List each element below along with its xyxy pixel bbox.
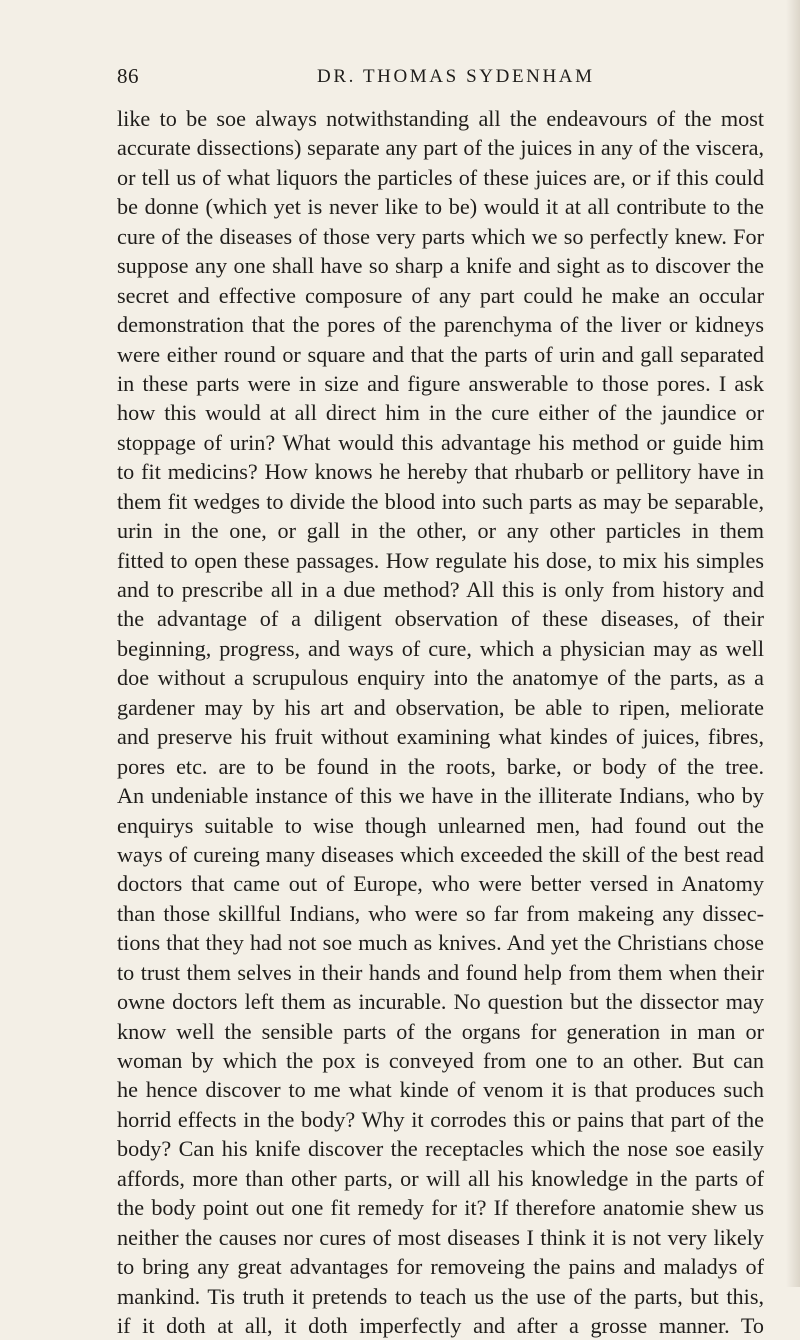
text-line: urin in the one, or gall in the other, or any other particles in them xyxy=(117,518,764,544)
text-line: ways of cureing many diseases which exceeded the skill of the best read xyxy=(117,841,764,867)
text-line: secret and effective composure of any part could he make an occular xyxy=(117,282,764,308)
text-line: accurate dissections) separate any part of the juices in any of the viscera, xyxy=(117,135,764,161)
text-line: be donne (which yet is never like to be) would it at all contribute to the xyxy=(117,194,764,220)
text-line: cure of the diseases of those very parts which we so perfectly knew. For xyxy=(117,223,764,249)
text-line: demonstration that the pores of the parenchyma of the liver or kidneys xyxy=(117,312,764,338)
running-head xyxy=(117,64,757,94)
text-line: than those skillful Indians, who were so far from makeing any dissec- xyxy=(117,900,764,926)
text-line: An undeniable instance of this we have in the illiterate Indians, who by xyxy=(117,783,764,809)
text-line: or tell us of what liquors the particles of these juices are, or if this could xyxy=(117,164,764,190)
running-title: DR. THOMAS SYDENHAM xyxy=(317,66,595,87)
text-line: the advantage of a diligent observation of these diseases, of their xyxy=(117,606,764,632)
text-line: affords, more than other parts, or will all his knowledge in the parts of xyxy=(117,1165,764,1191)
text-line: tions that they had not soe much as knives. And yet the Christians chose xyxy=(117,930,764,956)
text-line: owne doctors left them as incurable. No question but the dissector may xyxy=(117,989,764,1015)
text-line: neither the causes nor cures of most diseases I think it is not very likely xyxy=(117,1224,764,1250)
text-line: like to be soe always notwithstanding all the endeavours of the most xyxy=(117,106,764,131)
text-line: stoppage of urin? What would this advantage his method or guide him xyxy=(117,429,764,455)
text-line: fitted to open these passages. How regulate his dose, to mix his simples xyxy=(117,547,764,573)
text-line: the body point out one fit remedy for it? If therefore anatomie shew us xyxy=(117,1195,764,1221)
text-line: beginning, progress, and ways of cure, which a physician may as well xyxy=(117,635,764,661)
text-line: he hence discover to me what kinde of venom it is that produces such xyxy=(117,1077,764,1103)
text-line: and to prescribe all in a due method? All this is only from history and xyxy=(117,577,764,602)
text-line: if it doth at all, it doth imperfectly and after a grosse manner. To xyxy=(117,1312,764,1338)
text-line: know well the sensible parts of the organs for generation in man or xyxy=(117,1018,764,1044)
text-line: body? Can his knife discover the receptacles which the nose soe easily xyxy=(117,1136,764,1162)
page-edge-shadow xyxy=(786,0,800,1287)
text-line: horrid effects in the body? Why it corrodes this or pains that part of the xyxy=(117,1106,764,1132)
text-line: to trust them selves in their hands and found help from them when their xyxy=(117,959,764,985)
body-text xyxy=(117,104,764,1340)
text-line: enquirys suitable to wise though unlearned men, had found out the xyxy=(117,812,764,838)
text-line: pores etc. are to be found in the roots, barke, or body of the tree. xyxy=(117,753,764,779)
text-line: doe without a scrupulous enquiry into the anatomye of the parts, as a xyxy=(117,665,764,691)
text-line: doctors that came out of Europe, who were better versed in Anatomy xyxy=(117,871,764,897)
text-line: to fit medicins? How knows he hereby that rhubarb or pellitory have in xyxy=(117,459,764,485)
text-line: gardener may by his art and observation, be able to ripen, meliorate xyxy=(117,694,764,720)
text-line: were either round or square and that the parts of urin and gall separated xyxy=(117,341,764,367)
text-line: in these parts were in size and figure answerable to those pores. I ask xyxy=(117,370,764,396)
text-line: and preserve his fruit without examining what kindes of juices, fibres, xyxy=(117,724,764,750)
text-line: to bring any great advantages for removeing the pains and maladys of xyxy=(117,1254,764,1280)
text-line: mankind. Tis truth it pretends to teach us the use of the parts, but this, xyxy=(117,1283,764,1309)
text-line: woman by which the pox is conveyed from one to an other. But can xyxy=(117,1048,764,1073)
page-number: 86 xyxy=(117,64,139,88)
text-line: them fit wedges to divide the blood into such parts as may be separable, xyxy=(117,488,764,514)
text-line: how this would at all direct him in the cure either of the jaundice or xyxy=(117,400,764,426)
text-line: suppose any one shall have so sharp a knife and sight as to discover the xyxy=(117,253,764,279)
